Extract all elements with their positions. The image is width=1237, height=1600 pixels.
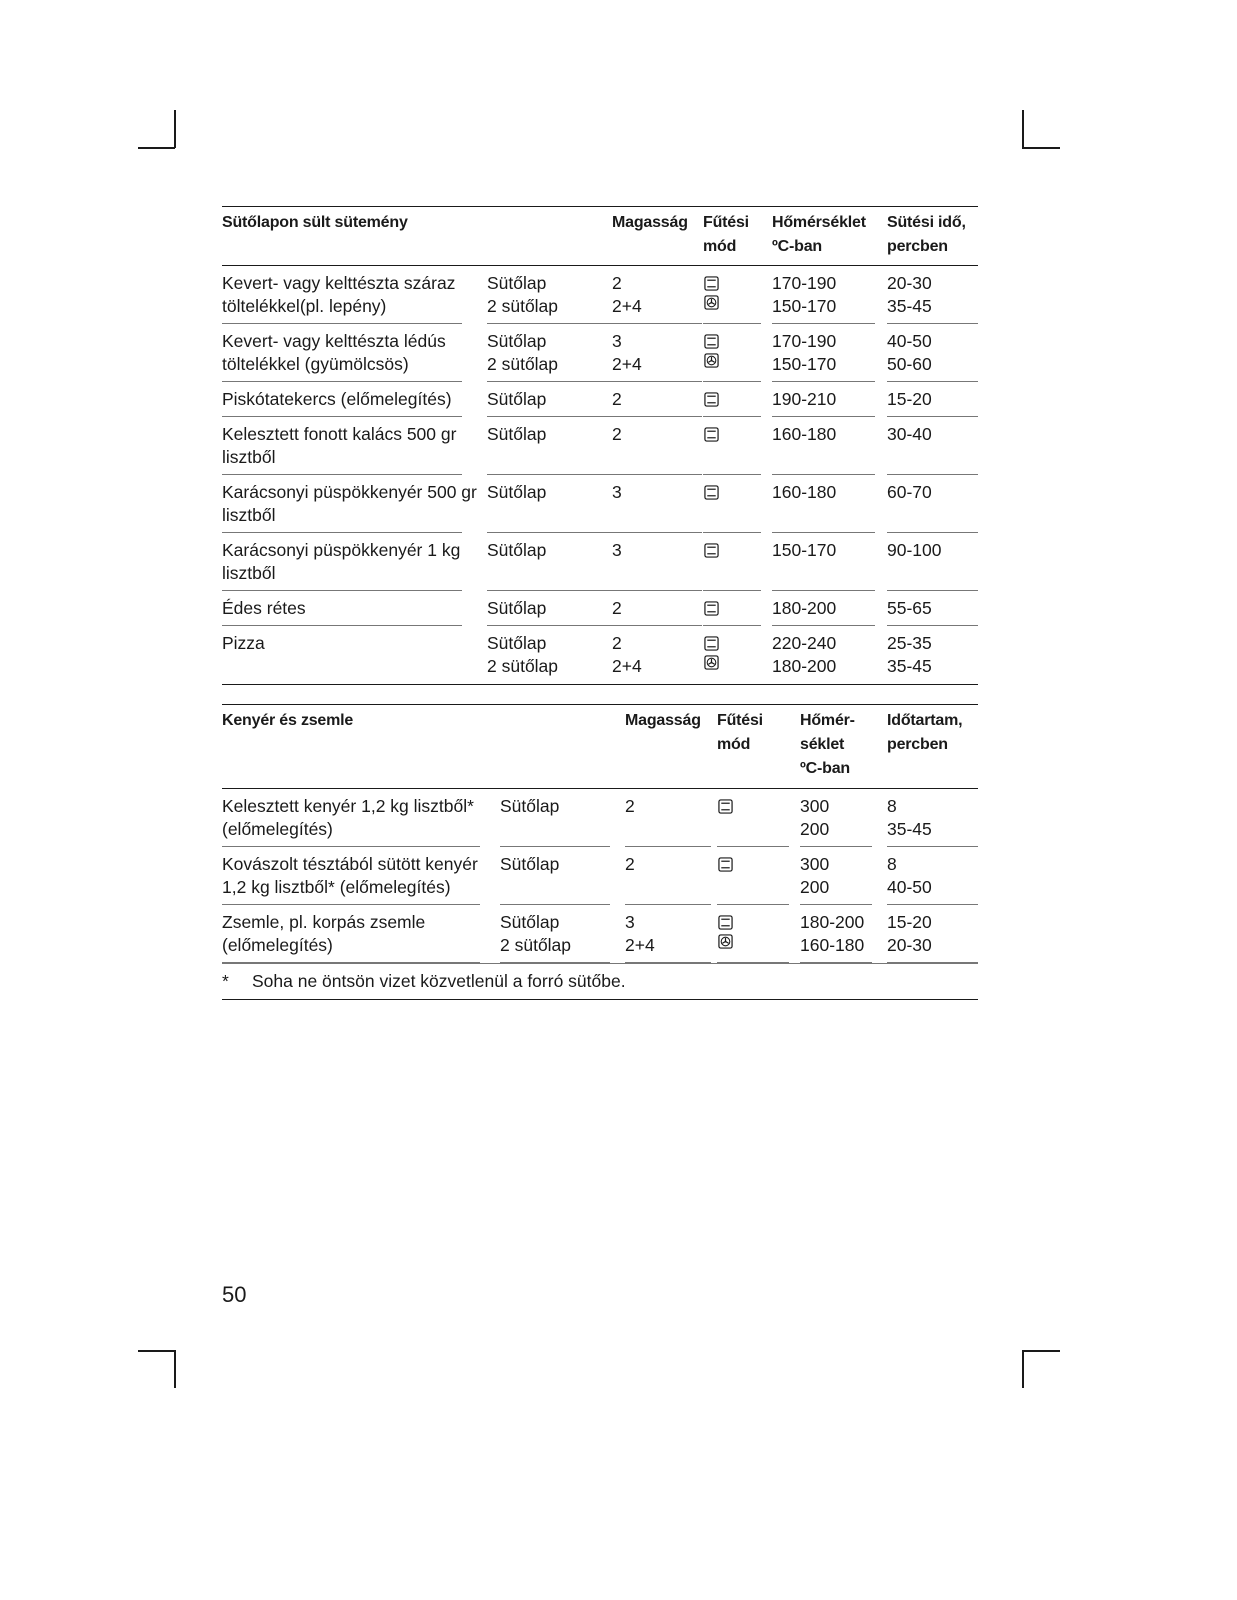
table-row bbox=[222, 417, 978, 475]
dish-text: Karácsonyi püspökkenyér 500 gr bbox=[222, 482, 477, 502]
header-time bbox=[887, 207, 978, 265]
table-row bbox=[222, 475, 978, 533]
dish-text: Pizza bbox=[222, 633, 265, 653]
dish-text: lisztből bbox=[222, 505, 276, 525]
tray-text: Sütőlap bbox=[487, 633, 547, 653]
cell-mode bbox=[703, 626, 761, 684]
cell-height bbox=[612, 382, 702, 417]
time-text: 35-45 bbox=[887, 656, 932, 676]
bread-table bbox=[222, 704, 978, 1000]
temp-text: 150-170 bbox=[772, 540, 837, 560]
cell-temp bbox=[772, 591, 875, 626]
cell-height bbox=[612, 324, 702, 382]
cell-dish bbox=[222, 905, 480, 963]
header-mode bbox=[717, 705, 787, 788]
height-text: 2 bbox=[612, 598, 622, 618]
cell-time bbox=[887, 789, 978, 847]
cell-height bbox=[612, 266, 702, 324]
top-bottom-heat-icon bbox=[704, 601, 719, 616]
height-text: 2+4 bbox=[612, 656, 642, 676]
height-text: 2 bbox=[612, 633, 622, 653]
cell-mode bbox=[717, 847, 789, 905]
time-text: 60-70 bbox=[887, 482, 932, 502]
tray-text: Sütőlap bbox=[487, 598, 547, 618]
time-text: 35-45 bbox=[887, 819, 932, 839]
temp-text: 180-200 bbox=[800, 912, 865, 932]
cell-time bbox=[887, 847, 978, 905]
dish-text: Karácsonyi püspökkenyér 1 kg bbox=[222, 540, 461, 560]
cell-tray bbox=[500, 789, 610, 847]
top-bottom-heat-icon bbox=[704, 276, 719, 291]
height-text: 2 bbox=[625, 854, 635, 874]
cell-dish bbox=[222, 324, 462, 382]
tray-text: Sütőlap bbox=[487, 424, 547, 444]
dish-text: (előmelegítés) bbox=[222, 935, 333, 955]
height-text: 3 bbox=[625, 912, 635, 932]
header-time bbox=[887, 705, 978, 788]
time-text: 30-40 bbox=[887, 424, 932, 444]
height-text: 2 bbox=[612, 273, 622, 293]
time-text: 50-60 bbox=[887, 354, 932, 374]
header-mode bbox=[703, 207, 763, 265]
dish-text: lisztből bbox=[222, 563, 276, 583]
temp-text: 190-210 bbox=[772, 389, 837, 409]
dish-text: 1,2 kg lisztből* (előmelegítés) bbox=[222, 877, 451, 897]
tray-text: Sütőlap bbox=[487, 273, 547, 293]
cell-height bbox=[612, 417, 702, 475]
height-text: 2 bbox=[612, 424, 622, 444]
footnote-mark: * bbox=[222, 971, 229, 991]
cell-time bbox=[887, 324, 978, 382]
header-text: ºC-ban bbox=[800, 760, 850, 777]
temp-text: 200 bbox=[800, 877, 830, 897]
cell-mode bbox=[703, 475, 761, 533]
dish-text: (előmelegítés) bbox=[222, 819, 333, 839]
crop-mark-bottom-left-h bbox=[138, 1350, 175, 1352]
cell-tray bbox=[487, 324, 617, 382]
time-text: 35-45 bbox=[887, 296, 932, 316]
header-dish bbox=[222, 705, 522, 788]
cell-tray bbox=[487, 382, 617, 417]
crop-mark-top-right-v bbox=[1022, 110, 1024, 148]
cell-time bbox=[887, 266, 978, 324]
cell-tray bbox=[487, 591, 617, 626]
cell-mode bbox=[703, 382, 761, 417]
cell-temp bbox=[800, 789, 872, 847]
header-text: Fűtési bbox=[703, 214, 749, 231]
top-bottom-heat-icon bbox=[704, 334, 719, 349]
temp-text: 160-180 bbox=[772, 482, 837, 502]
cell-mode bbox=[703, 591, 761, 626]
cell-temp bbox=[772, 533, 875, 591]
top-bottom-heat-icon bbox=[704, 485, 719, 500]
temp-text: 170-190 bbox=[772, 331, 837, 351]
tray-text: Sütőlap bbox=[487, 389, 547, 409]
header-text: mód bbox=[703, 238, 737, 255]
cell-mode bbox=[717, 905, 789, 963]
hot-air-icon bbox=[704, 295, 719, 310]
cell-temp bbox=[772, 417, 875, 475]
tray-text: 2 sütőlap bbox=[487, 354, 559, 374]
hot-air-icon bbox=[704, 655, 719, 670]
header-text: mód bbox=[717, 736, 751, 753]
top-bottom-heat-icon bbox=[704, 636, 719, 651]
table-row bbox=[222, 382, 978, 417]
time-text: 40-50 bbox=[887, 331, 932, 351]
time-text: 15-20 bbox=[887, 912, 932, 932]
temp-text: 170-190 bbox=[772, 273, 837, 293]
cell-temp bbox=[772, 382, 875, 417]
temp-text: 180-200 bbox=[772, 656, 837, 676]
top-bottom-heat-icon bbox=[718, 799, 733, 814]
dish-text: Kovászolt tésztából sütött kenyér bbox=[222, 854, 478, 874]
dish-text: Kelesztett fonott kalács 500 gr bbox=[222, 424, 457, 444]
table-row bbox=[222, 266, 978, 324]
cell-mode bbox=[703, 324, 761, 382]
header-text: Időtartam, bbox=[887, 712, 963, 729]
cell-height bbox=[612, 475, 702, 533]
table-row bbox=[222, 324, 978, 382]
tray-text: Sütőlap bbox=[487, 540, 547, 560]
cell-tray bbox=[500, 847, 610, 905]
header-temp bbox=[772, 207, 882, 265]
height-text: 2+4 bbox=[625, 935, 655, 955]
dish-text: töltelékkel(pl. lepény) bbox=[222, 296, 387, 316]
height-text: 3 bbox=[612, 331, 622, 351]
table-header bbox=[222, 207, 978, 266]
dish-text: töltelékkel (gyümölcsös) bbox=[222, 354, 409, 374]
cell-tray bbox=[487, 417, 617, 475]
table-row bbox=[222, 847, 978, 905]
cell-temp bbox=[772, 266, 875, 324]
time-text: 15-20 bbox=[887, 389, 932, 409]
header-text: Hőmérséklet bbox=[772, 214, 866, 231]
baking-tray-table bbox=[222, 206, 978, 685]
cell-tray bbox=[487, 533, 617, 591]
header-text: percben bbox=[887, 736, 948, 753]
crop-mark-bottom-right-h bbox=[1022, 1350, 1060, 1352]
header-temp bbox=[800, 705, 880, 788]
dish-text: Kevert- vagy kelttészta lédús bbox=[222, 331, 446, 351]
time-text: 20-30 bbox=[887, 935, 932, 955]
dish-text: Kelesztett kenyér 1,2 kg lisztből* bbox=[222, 796, 474, 816]
table-row bbox=[222, 591, 978, 626]
time-text: 55-65 bbox=[887, 598, 932, 618]
crop-mark-bottom-left-v bbox=[174, 1350, 176, 1388]
time-text: 25-35 bbox=[887, 633, 932, 653]
dish-text: Zsemle, pl. korpás zsemle bbox=[222, 912, 426, 932]
tray-text: 2 sütőlap bbox=[487, 296, 559, 316]
tray-text: 2 sütőlap bbox=[487, 656, 559, 676]
dish-text: lisztből bbox=[222, 447, 276, 467]
cell-temp bbox=[800, 905, 872, 963]
footnote bbox=[222, 963, 978, 999]
temp-text: 220-240 bbox=[772, 633, 837, 653]
header-text: percben bbox=[887, 238, 948, 255]
tray-text: Sütőlap bbox=[500, 796, 560, 816]
time-text: 8 bbox=[887, 854, 897, 874]
cell-mode bbox=[717, 789, 789, 847]
top-bottom-heat-icon bbox=[704, 427, 719, 442]
cell-height bbox=[612, 626, 702, 684]
dish-text: Piskótatekercs (előmelegítés) bbox=[222, 389, 452, 409]
tray-text: 2 sütőlap bbox=[500, 935, 572, 955]
tray-text: Sütőlap bbox=[500, 912, 560, 932]
cell-mode bbox=[703, 266, 761, 324]
time-text: 40-50 bbox=[887, 877, 932, 897]
cell-temp bbox=[772, 475, 875, 533]
footnote-text: Soha ne öntsön vizet közvetlenül a forró sütőbe. bbox=[252, 971, 626, 991]
dish-text: Édes rétes bbox=[222, 598, 306, 618]
cell-dish bbox=[222, 847, 480, 905]
top-bottom-heat-icon bbox=[718, 857, 733, 872]
cell-time bbox=[887, 591, 978, 626]
cell-dish bbox=[222, 533, 462, 591]
time-text: 8 bbox=[887, 796, 897, 816]
table-row bbox=[222, 905, 978, 963]
header-height bbox=[612, 207, 702, 265]
cell-height bbox=[625, 847, 711, 905]
height-text: 2+4 bbox=[612, 296, 642, 316]
height-text: 3 bbox=[612, 540, 622, 560]
dish-text: Kevert- vagy kelttészta száraz bbox=[222, 273, 456, 293]
table-row bbox=[222, 626, 978, 684]
tray-text: Sütőlap bbox=[487, 482, 547, 502]
cell-temp bbox=[772, 324, 875, 382]
crop-mark-top-left-v bbox=[174, 110, 176, 148]
header-text: ºC-ban bbox=[772, 238, 822, 255]
crop-mark-top-right-h bbox=[1022, 147, 1060, 149]
cell-dish bbox=[222, 266, 462, 324]
header-text: séklet bbox=[800, 736, 845, 753]
hot-air-icon bbox=[704, 353, 719, 368]
crop-mark-bottom-right-v bbox=[1022, 1350, 1024, 1388]
header-text: Sütési idő, bbox=[887, 214, 966, 231]
header-height bbox=[625, 705, 715, 788]
header-dish bbox=[222, 207, 522, 265]
header-text: Sütőlapon sült sütemény bbox=[222, 214, 408, 231]
temp-text: 160-180 bbox=[772, 424, 837, 444]
top-bottom-heat-icon bbox=[704, 392, 719, 407]
height-text: 2 bbox=[625, 796, 635, 816]
cell-temp bbox=[800, 847, 872, 905]
cell-time bbox=[887, 533, 978, 591]
cell-height bbox=[625, 789, 711, 847]
cell-time bbox=[887, 382, 978, 417]
header-text: Magasság bbox=[625, 712, 701, 729]
temp-text: 150-170 bbox=[772, 354, 837, 374]
top-bottom-heat-icon bbox=[718, 915, 733, 930]
cell-mode bbox=[703, 417, 761, 475]
temp-text: 150-170 bbox=[772, 296, 837, 316]
tray-text: Sütőlap bbox=[500, 854, 560, 874]
cell-height bbox=[612, 591, 702, 626]
time-text: 20-30 bbox=[887, 273, 932, 293]
temp-text: 300 bbox=[800, 854, 830, 874]
cell-time bbox=[887, 475, 978, 533]
temp-text: 160-180 bbox=[800, 935, 865, 955]
height-text: 3 bbox=[612, 482, 622, 502]
height-text: 2 bbox=[612, 389, 622, 409]
cell-time bbox=[887, 905, 978, 963]
header-text: Hőmér- bbox=[800, 712, 855, 729]
table-row bbox=[222, 789, 978, 847]
table-row bbox=[222, 533, 978, 591]
cell-dish bbox=[222, 789, 480, 847]
header-text: Fűtési bbox=[717, 712, 763, 729]
cell-tray bbox=[487, 626, 617, 684]
cell-time bbox=[887, 417, 978, 475]
cell-time bbox=[887, 626, 978, 684]
cell-tray bbox=[487, 475, 617, 533]
cell-tray bbox=[500, 905, 610, 963]
crop-mark-top-left-h bbox=[138, 147, 175, 149]
cell-dish bbox=[222, 475, 477, 533]
header-text: Kenyér és zsemle bbox=[222, 712, 354, 729]
hot-air-icon bbox=[718, 934, 733, 949]
cell-height bbox=[612, 533, 702, 591]
cell-dish bbox=[222, 417, 462, 475]
cell-tray bbox=[487, 266, 617, 324]
time-text: 90-100 bbox=[887, 540, 942, 560]
table-header bbox=[222, 705, 978, 789]
cell-height bbox=[625, 905, 711, 963]
header-text: Magasság bbox=[612, 214, 688, 231]
tray-text: Sütőlap bbox=[487, 331, 547, 351]
cell-dish bbox=[222, 591, 462, 626]
cell-temp bbox=[772, 626, 875, 684]
cell-dish bbox=[222, 626, 462, 684]
temp-text: 180-200 bbox=[772, 598, 837, 618]
cell-dish bbox=[222, 382, 462, 417]
temp-text: 300 bbox=[800, 796, 830, 816]
cell-mode bbox=[703, 533, 761, 591]
height-text: 2+4 bbox=[612, 354, 642, 374]
temp-text: 200 bbox=[800, 819, 830, 839]
top-bottom-heat-icon bbox=[704, 543, 719, 558]
page-number: 50 bbox=[222, 1282, 247, 1307]
